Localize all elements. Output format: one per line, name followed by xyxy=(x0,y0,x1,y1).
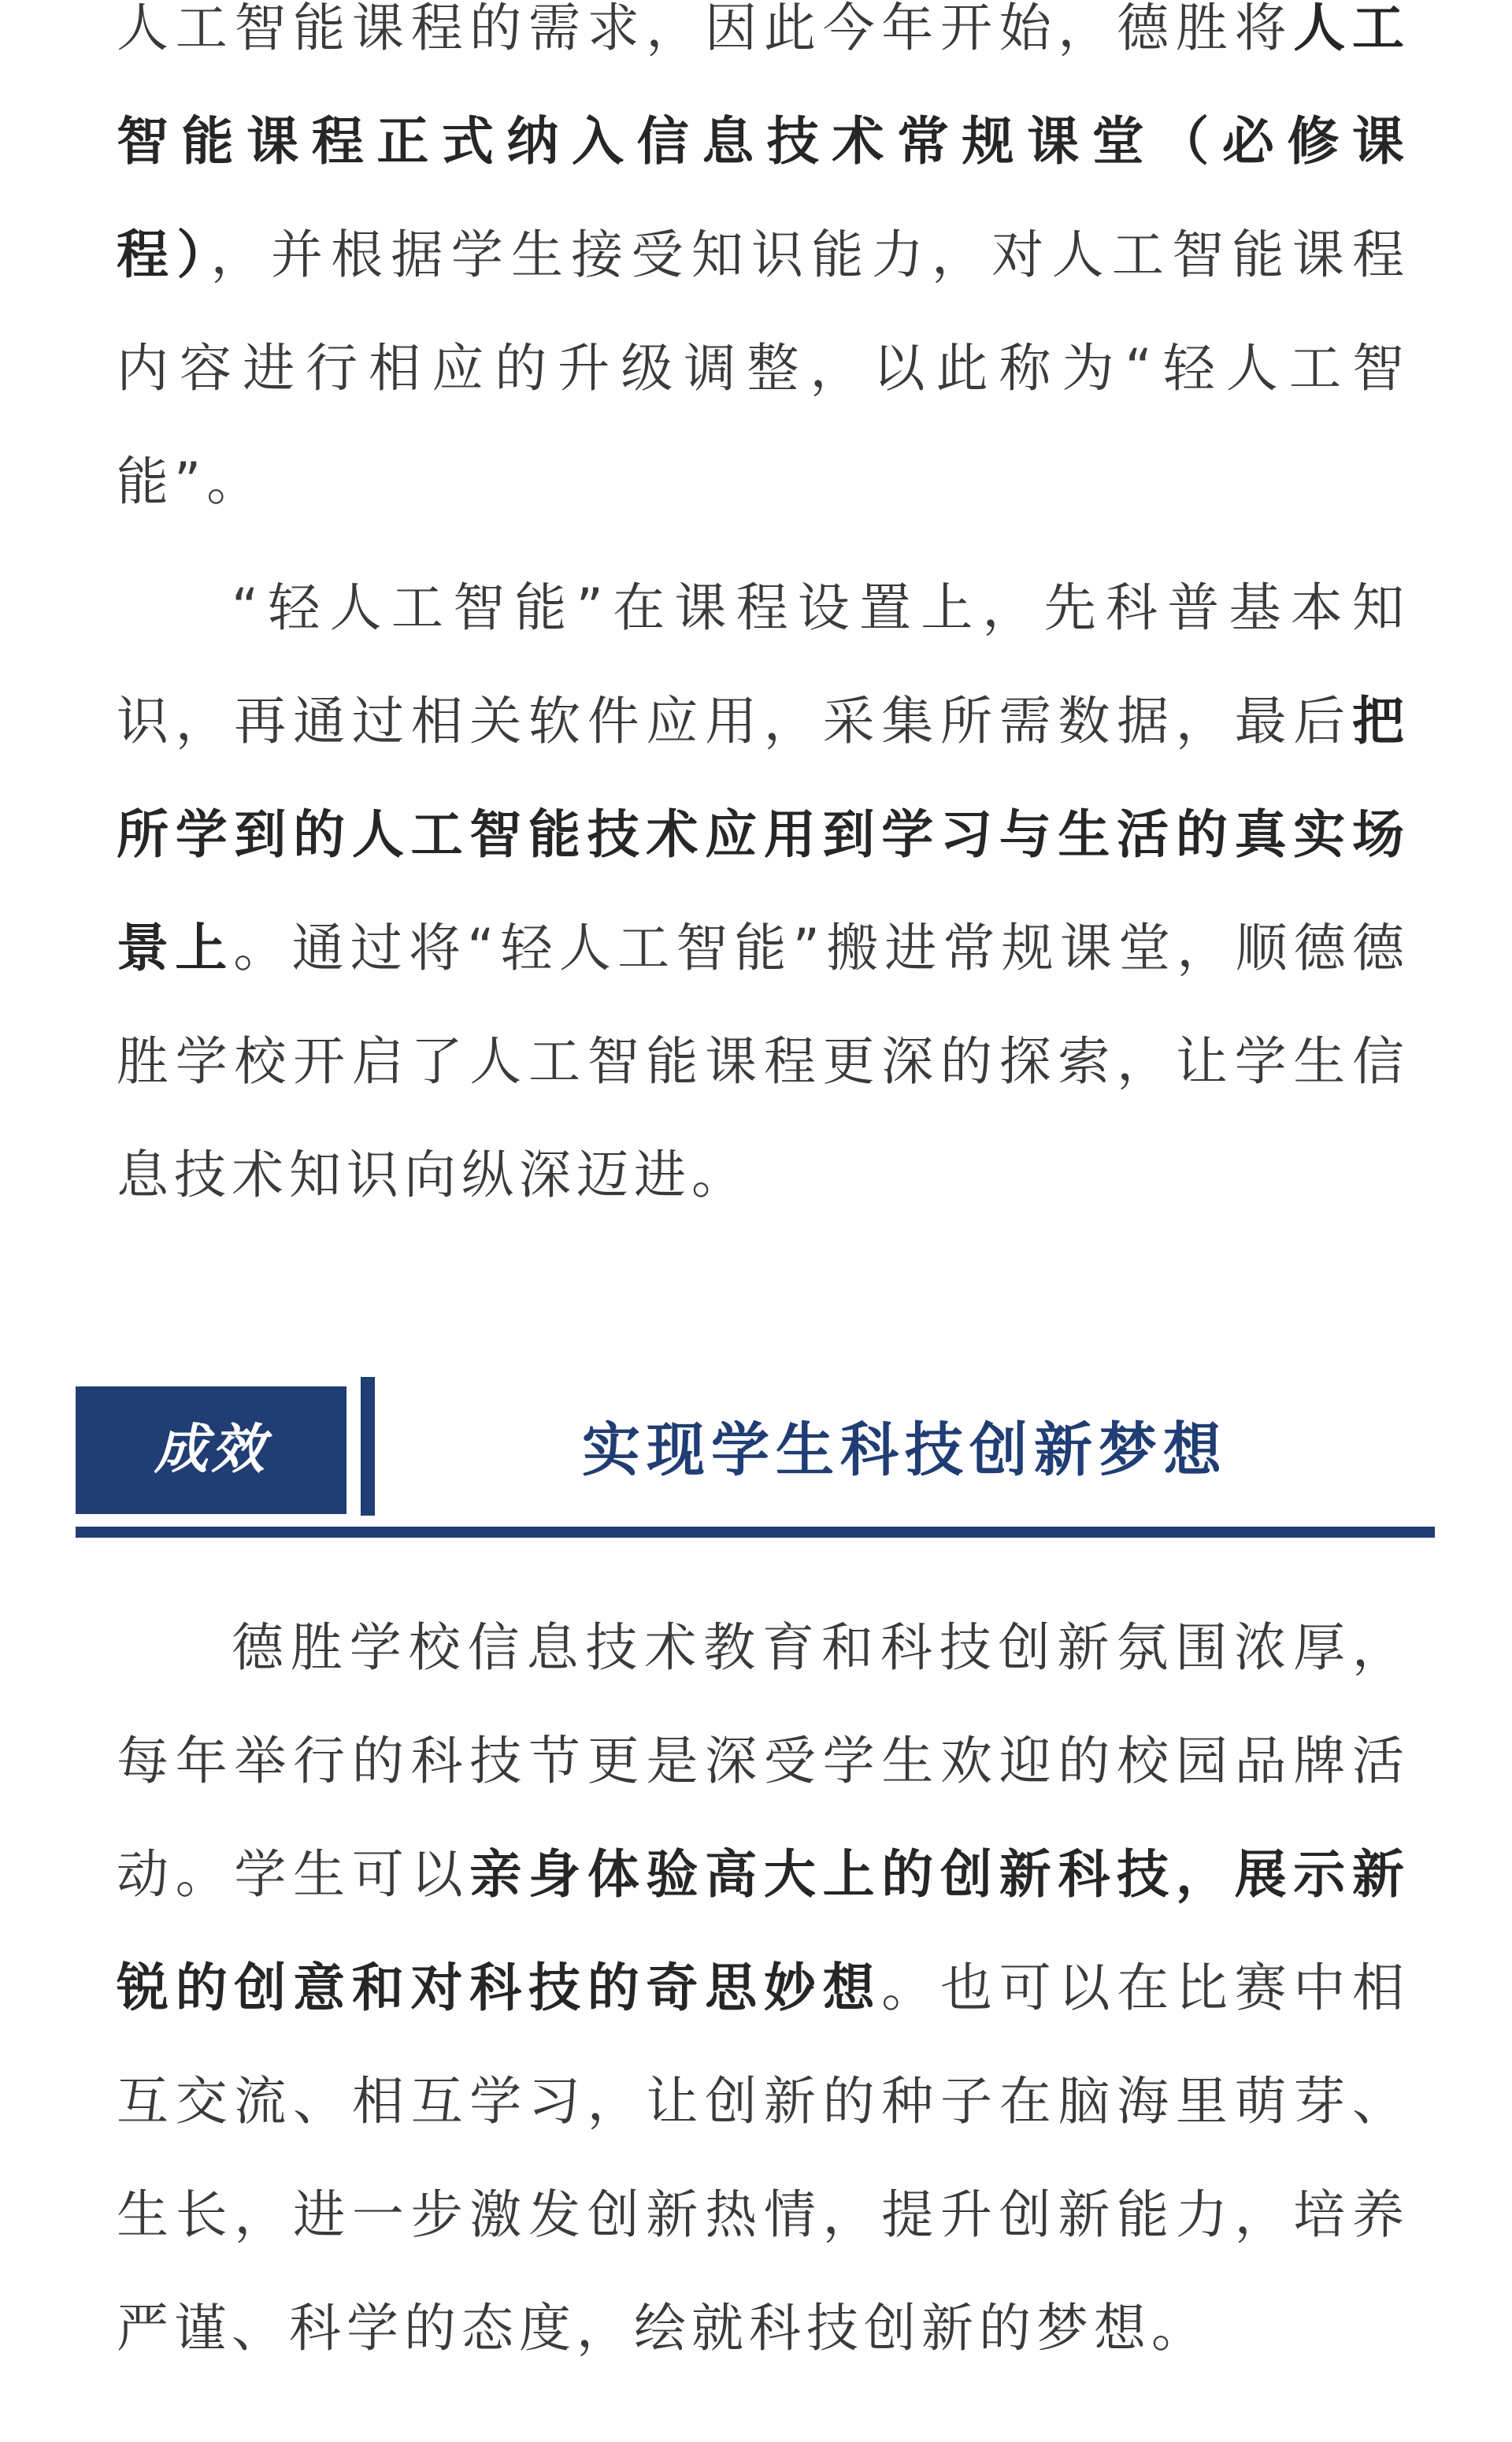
article-paragraph-2 xyxy=(117,551,1410,1232)
paragraph-3-text-b: 。也可以在比赛中相互交流、相互学习，让创新的种子在脑海里萌芽、生长，进一步激发创新热情，提升创新能力，培养严谨、科学的态度，绘就科技创新的梦想。 xyxy=(117,1958,1410,2358)
paragraph-3-text-a: 德胜学校信息技术教育和科技创新氛围浓厚，每年举行的科技节更是深受学生欢迎的校园品牌活动。学生可以 xyxy=(117,1617,1410,1905)
paragraph-1-bold: 人工智能课程正式纳入信息技术常规课堂（必修课程） xyxy=(117,0,1410,285)
paragraph-2-bold: 把所学到的人工智能技术应用到学习与生活的真实场景上 xyxy=(117,691,1410,978)
section-divider-bar xyxy=(361,1377,375,1516)
paragraph-2-text-b: 。通过将“轻人工智能”搬进常规课堂，顺德德胜学校开启了人工智能课程更深的探索，让学生信息技术知识向纵深迈进。 xyxy=(117,918,1410,1205)
article-paragraph-1 xyxy=(117,0,1410,539)
section-title: 实现学生科技创新梦想 xyxy=(582,1416,1228,1484)
paragraph-3-bold: 亲身体验高大上的创新科技，展示新锐的创意和对科技的奇思妙想 xyxy=(117,1844,1410,2018)
paragraph-1-text-b: ，并根据学生接受知识能力，对人工智能课程内容进行相应的升级调整，以此称为“轻人工智能”。 xyxy=(117,225,1410,512)
section-label: 成效 xyxy=(154,1419,268,1481)
article-paragraph-3 xyxy=(117,1591,1410,2385)
section-underline xyxy=(76,1527,1435,1538)
paragraph-2-text-a: “轻人工智能”在课程设置上，先科普基本知识，再通过相关软件应用，采集所需数据，最后 xyxy=(117,577,1410,752)
paragraph-1-text-a: 人工智能课程的需求，因此今年开始，德胜将 xyxy=(117,0,1294,58)
